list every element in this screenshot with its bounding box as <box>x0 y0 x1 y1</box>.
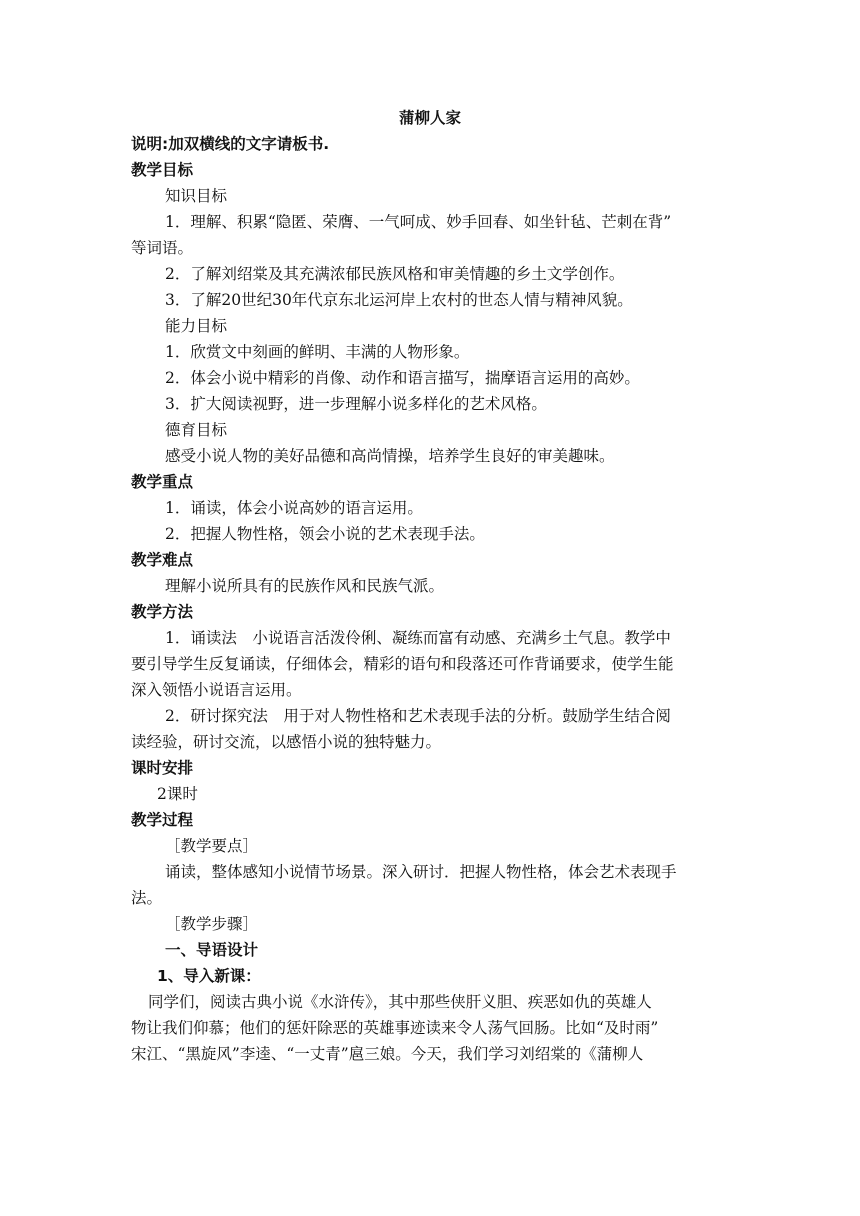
moral-item-1: 感受小说人物的美好品德和高尚情操，培养学生良好的审美趣味。 <box>165 447 615 465</box>
period-value: 2课时 <box>157 785 198 803</box>
step-1-1-heading: 1、导入新课： <box>157 967 261 985</box>
heading-period: 课时安排 <box>131 759 194 777</box>
document-title: 蒲柳人家 <box>398 109 461 127</box>
ability-item-3: 3．扩大阅读视野，进一步理解小说多样化的艺术风格。 <box>165 395 547 413</box>
note-line: 说明:加双横线的文字请板书. <box>131 135 330 153</box>
knowledge-item-2: 2．了解刘绍棠及其充满浓郁民族风格和审美情趣的乡土文学创作。 <box>165 265 625 283</box>
teaching-points-line-2: 法。 <box>131 889 163 907</box>
difficulty-item-1: 理解小说所具有的民族作风和民族气派。 <box>165 577 445 595</box>
heading-goals: 教学目标 <box>131 161 194 179</box>
heading-difficulty: 教学难点 <box>131 551 194 569</box>
teaching-steps-label: ［教学步骤］ <box>165 915 259 933</box>
heading-key-points: 教学重点 <box>131 473 194 491</box>
heading-process: 教学过程 <box>131 811 194 829</box>
ability-item-2: 2．体会小说中精彩的肖像、动作和语言描写，揣摩语言运用的高妙。 <box>165 369 640 387</box>
method-1-line-1: 1．诵读法 小说语言活泼伶俐、凝练而富有动感、充满乡土气息。教学中 <box>165 629 671 647</box>
method-2-line-1: 2．研讨探究法 用于对人物性格和艺术表现手法的分析。鼓励学生结合阅 <box>165 707 671 725</box>
intro-line-2: 物让我们仰慕；他们的惩奸除恶的英雄事迹读来令人荡气回肠。比如“及时雨” <box>131 1019 659 1037</box>
method-2-line-2: 读经验，研讨交流，以感悟小说的独特魅力。 <box>131 733 442 751</box>
method-1-line-2: 要引导学生反复诵读，仔细体会，精彩的语句和段落还可作背诵要求，使学生能 <box>131 655 674 673</box>
step-1-heading: 一、导语设计 <box>165 941 259 959</box>
method-1-line-3: 深入领悟小说语言运用。 <box>131 681 302 699</box>
intro-line-1: 同学们，阅读古典小说《水浒传》，其中那些侠肝义胆、疾恶如仇的英雄人 <box>148 993 652 1011</box>
moral-goals-label: 德育目标 <box>165 421 228 439</box>
key-item-2: 2．把握人物性格，领会小说的艺术表现手法。 <box>165 525 485 543</box>
knowledge-goals-label: 知识目标 <box>165 187 228 205</box>
ability-item-1: 1．欣赏文中刻画的鲜明、丰满的人物形象。 <box>165 343 470 361</box>
knowledge-item-1: 1．理解、积累“隐匿、荣膺、一气呵成、妙手回春、如坐针毡、芒刺在背” <box>165 213 672 231</box>
teaching-points-label: ［教学要点］ <box>165 837 259 855</box>
heading-method: 教学方法 <box>131 603 194 621</box>
knowledge-item-1-cont: 等词语。 <box>131 239 194 257</box>
teaching-points-line-1: 诵读，整体感知小说情节场景。深入研讨．把握人物性格，体会艺术表现手 <box>165 863 677 881</box>
knowledge-item-3: 3．了解20世纪30年代京东北运河岸上农村的世态人情与精神风貌。 <box>165 291 633 309</box>
ability-goals-label: 能力目标 <box>165 317 228 335</box>
key-item-1: 1．诵读，体会小说高妙的语言运用。 <box>165 499 423 517</box>
intro-line-3: 宋江、“黑旋风”李逵、“一丈青”扈三娘。今天，我们学习刘绍棠的《蒲柳人 <box>131 1045 644 1063</box>
